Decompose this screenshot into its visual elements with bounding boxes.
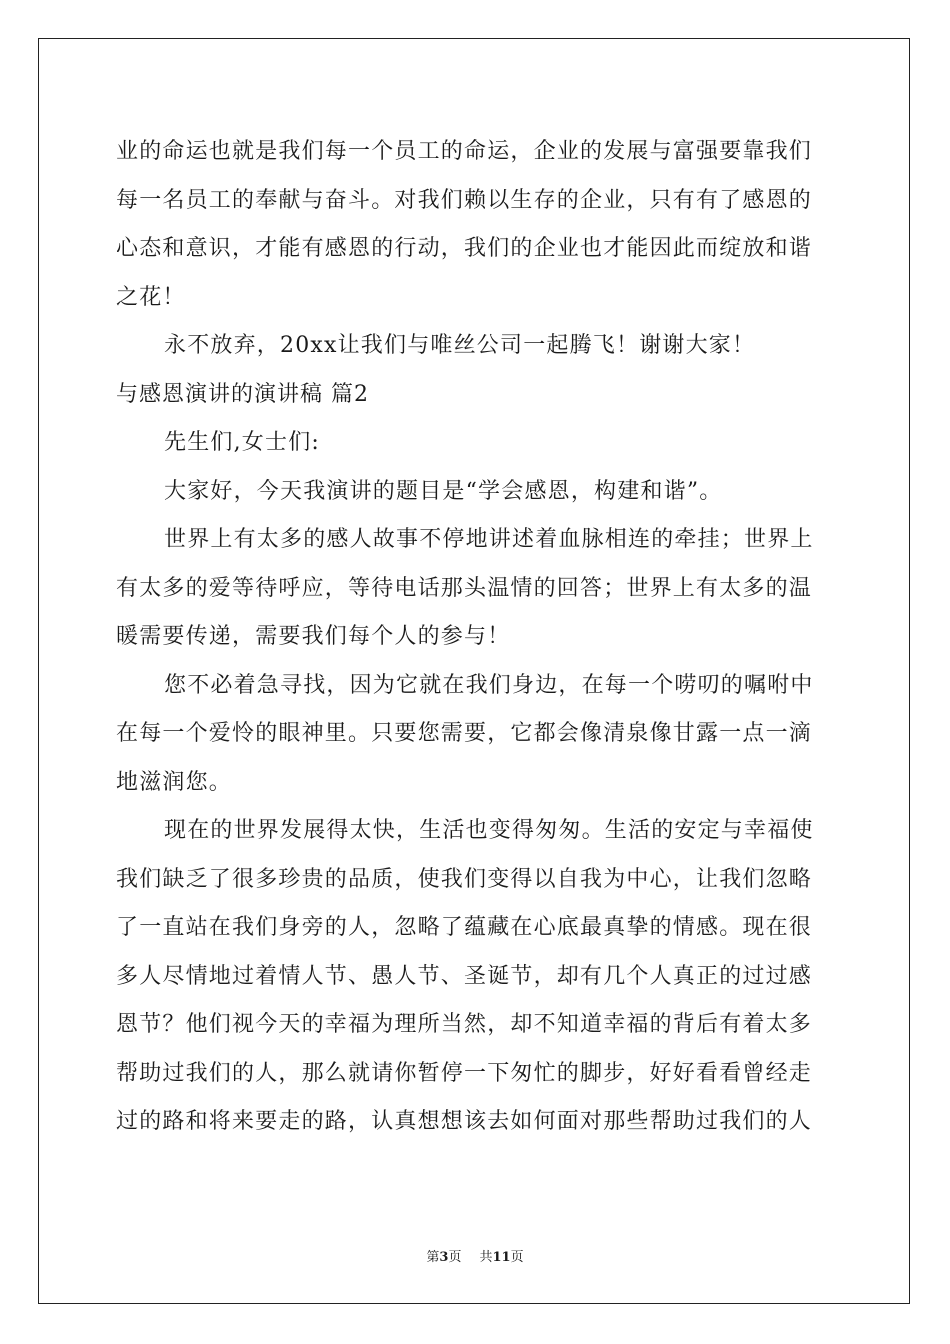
paragraph-line: 每一名员工的奉献与奋斗。对我们赖以生存的企业，只有有了感恩的 [116, 187, 813, 213]
paragraph-line: 帮助过我们的人，那么就请你暂停一下匆忙的脚步，好好看看曾经走 [116, 1060, 813, 1086]
paragraph-line: 大家好，今天我演讲的题目是“学会感恩，构建和谐”。 [164, 478, 723, 504]
paragraph-line: 永不放弃，20xx让我们与唯丝公司一起腾飞！谢谢大家！ [164, 333, 756, 358]
paragraph-line: 恩节？他们视今天的幸福为理所当然，却不知道幸福的背后有着太多 [116, 1012, 813, 1037]
paragraph-line: 之花！ [116, 284, 186, 310]
paragraph-line: 现在的世界发展得太快，生活也变得匆匆。生活的安定与幸福使 [164, 818, 814, 843]
paragraph-line: 业的命运也就是我们每一个员工的命运，企业的发展与富强要靠我们 [116, 139, 813, 164]
total-suffix: 页 [510, 1250, 524, 1265]
total-prefix: 共 [479, 1250, 493, 1265]
paragraph-line: 过的路和将来要走的路，认真想想该去如何面对那些帮助过我们的人 [116, 1109, 813, 1134]
total-pages: 11 [492, 1250, 511, 1265]
document-body [116, 128, 836, 1147]
paragraph-line: 了一直站在我们身旁的人，忽略了蕴藏在心底最真挚的情感。现在很 [116, 915, 813, 940]
paragraph-line: 在每一个爱怜的眼神里。只要您需要，它都会像清泉像甘露一点一滴 [116, 721, 813, 746]
paragraph-line: 心态和意识，才能有感恩的行动，我们的企业也才能因此而绽放和谐 [116, 236, 813, 261]
paragraph-line: 暖需要传递，需要我们每个人的参与！ [116, 624, 511, 649]
section-heading: 与感恩演讲的演讲稿 篇2 [116, 381, 369, 407]
page-footer [0, 1246, 950, 1265]
page-suffix: 页 [448, 1250, 462, 1265]
paragraph-line: 有太多的爱等待呼应，等待电话那头温情的回答；世界上有太多的温 [116, 575, 813, 601]
page-prefix: 第 [426, 1250, 440, 1265]
paragraph-line: 地滋润您。 [116, 769, 233, 795]
paragraph-line: 您不必着急寻找，因为它就在我们身边，在每一个唠叨的嘱咐中 [164, 672, 814, 698]
salutation: 先生们,女士们: [164, 430, 321, 455]
paragraph-line: 多人尽情地过着情人节、愚人节、圣诞节，却有几个人真正的过过感 [116, 963, 813, 989]
paragraph-line: 我们缺乏了很多珍贵的品质，使我们变得以自我为中心，让我们忽略 [116, 866, 813, 892]
paragraph-line: 世界上有太多的感人故事不停地讲述着血脉相连的牵挂；世界上 [164, 527, 814, 552]
page-number: 3 [439, 1250, 449, 1265]
